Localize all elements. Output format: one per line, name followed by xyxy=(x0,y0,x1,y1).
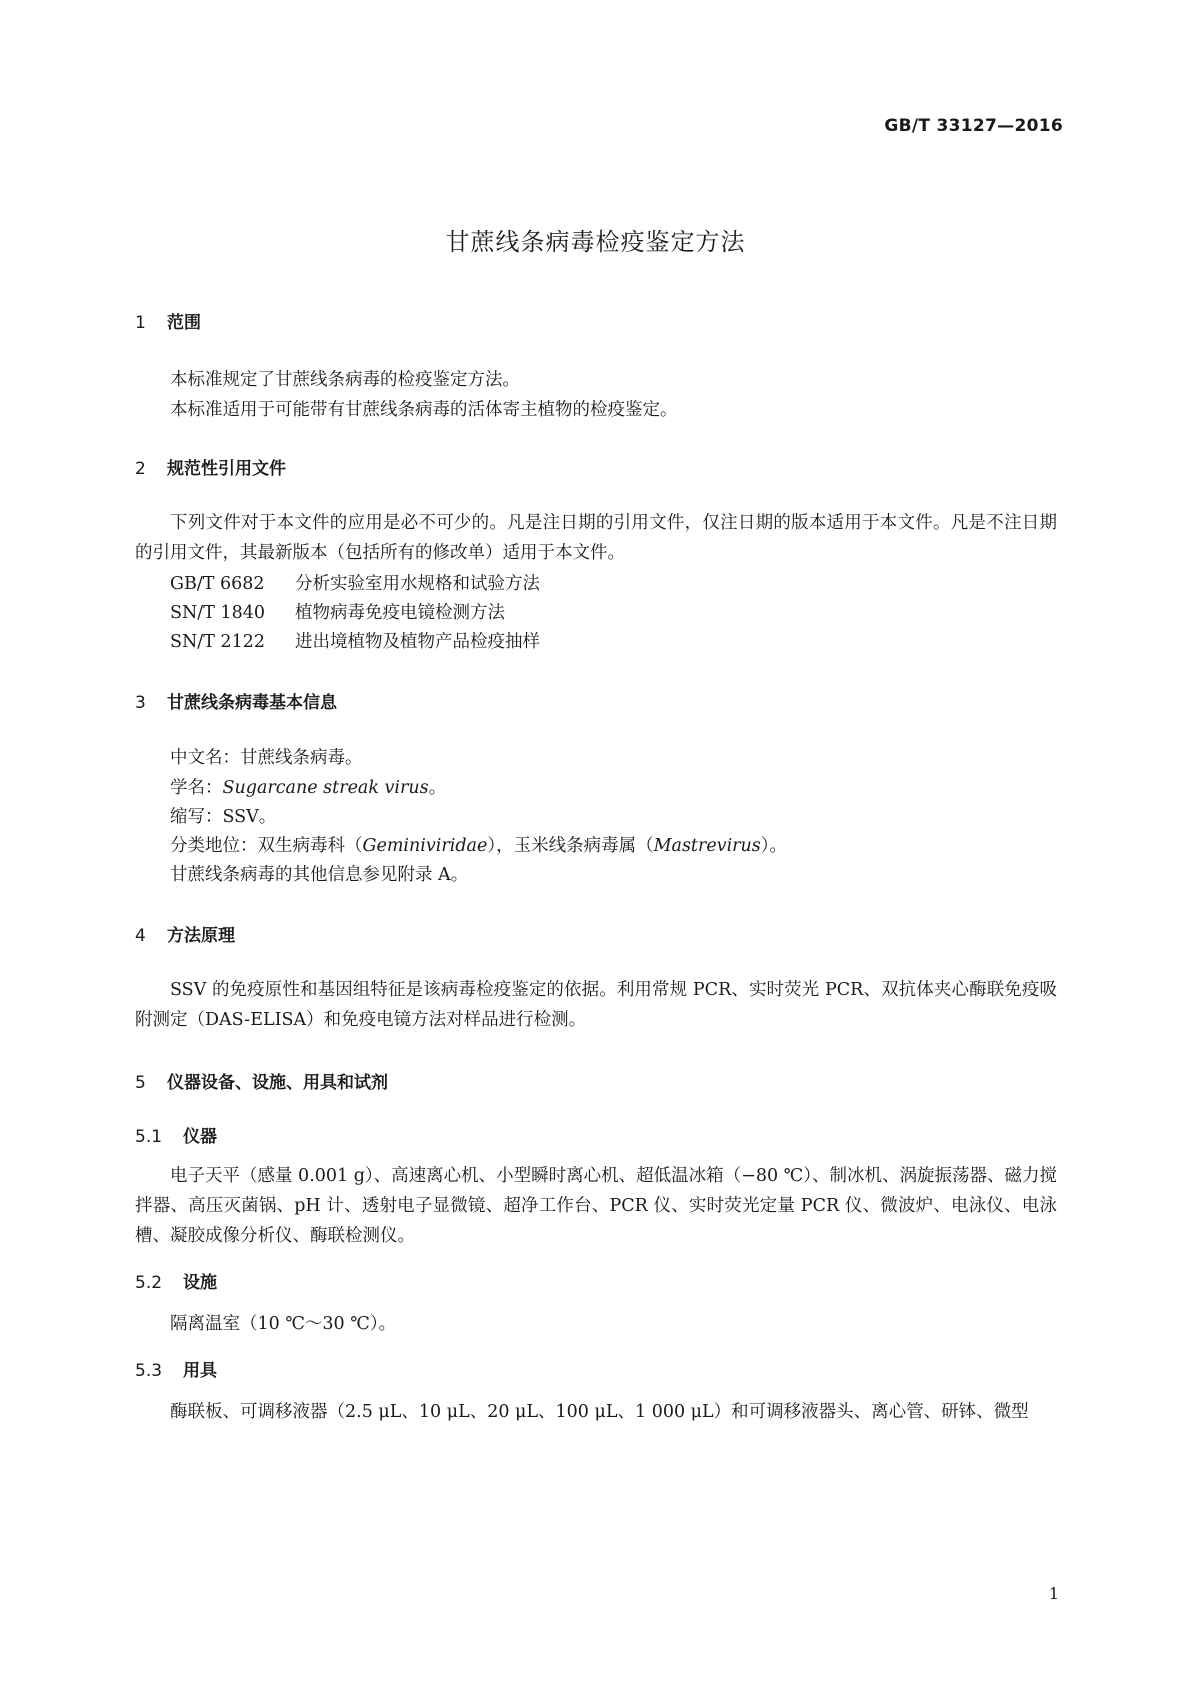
section-number: 2 xyxy=(135,459,146,479)
text-segment: ）。 xyxy=(760,836,788,856)
s5-3-paragraph: 酶联板、可调移液器（2.5 μL、10 μL、20 μL、100 μL、1 000 μL）和可调移液器头、离心管、研钵、微型 xyxy=(170,1402,1029,1422)
field-label: 缩写： xyxy=(170,807,223,827)
section-title: 方法原理 xyxy=(167,926,235,946)
s5-2-paragraph: 隔离温室（10 ℃～30 ℃）。 xyxy=(170,1314,397,1334)
reference-code: SN/T 2122 xyxy=(170,632,265,652)
reference-code: GB/T 6682 xyxy=(170,574,265,594)
field-label: 中文名： xyxy=(170,748,240,768)
section-2-heading xyxy=(135,454,286,479)
section-title: 甘蔗线条病毒基本信息 xyxy=(167,693,337,713)
punctuation: 。 xyxy=(428,778,447,798)
section-title: 仪器设备、设施、用具和试剂 xyxy=(167,1073,388,1093)
page-number: 1 xyxy=(1048,1584,1059,1603)
section-3-heading xyxy=(135,688,337,713)
reference-item xyxy=(170,628,540,653)
field-label: 学名： xyxy=(170,778,223,798)
section-title: 规范性引用文件 xyxy=(167,459,286,479)
scientific-name-line xyxy=(170,774,446,799)
reference-item xyxy=(170,599,505,624)
family-name: Geminiviridae xyxy=(362,836,488,856)
text-segment: ），玉米线条病毒属（ xyxy=(487,836,654,856)
document-title: 甘蔗线条病毒检疫鉴定方法 xyxy=(445,228,746,256)
section-1-heading xyxy=(135,308,201,333)
section-number: 4 xyxy=(135,926,146,946)
section-5-2-heading xyxy=(135,1268,217,1293)
section-title: 范围 xyxy=(167,313,201,333)
field-value: SSV。 xyxy=(222,807,277,827)
section-5-heading xyxy=(135,1068,388,1093)
reference-item xyxy=(170,570,540,595)
s1-paragraph-2: 本标准适用于可能带有甘蔗线条病毒的活体寄主植物的检疫鉴定。 xyxy=(170,400,678,420)
s5-1-paragraph: 电子天平（感量 0.001 g）、高速离心机、小型瞬时离心机、超低温冰箱（−80 ℃）、制冰机、涡旋振荡器、磁力搅拌器、高压灭菌锅、pH 计、透射电子显微镜、超净工作台、PCR 仪、实时荧光定量 PCR 仪、微波炉、电泳仪、电泳槽、凝胶成像分析仪、酶联检测仪。 xyxy=(135,1166,1057,1246)
section-title: 设施 xyxy=(183,1273,217,1293)
reference-title: 进出境植物及植物产品检疫抽样 xyxy=(295,632,540,652)
section-number: 5.2 xyxy=(135,1273,163,1293)
s2-paragraph-1: 下列文件对于本文件的应用是必不可少的。凡是注日期的引用文件，仅注日期的版本适用于本文件。凡是不注日期的引用文件，其最新版本（包括所有的修改单）适用于本文件。 xyxy=(135,513,1057,563)
section-title: 用具 xyxy=(183,1361,217,1381)
s4-paragraph-1: SSV 的免疫原性和基因组特征是该病毒检疫鉴定的依据。利用常规 PCR、实时荧光 PCR、双抗体夹心酶联免疫吸附测定（DAS-ELISA）和免疫电镜方法对样品进行检测。 xyxy=(135,980,1057,1030)
standard-code: GB/T 33127—2016 xyxy=(884,116,1063,136)
taxonomy-line xyxy=(170,832,787,857)
text-segment: 双生病毒科（ xyxy=(257,836,363,856)
scientific-name: Sugarcane streak virus xyxy=(222,778,429,798)
reference-title: 分析实验室用水规格和试验方法 xyxy=(295,574,540,594)
field-value: 甘蔗线条病毒。 xyxy=(240,748,363,768)
chinese-name-line xyxy=(170,744,363,769)
section-number: 5.3 xyxy=(135,1361,163,1381)
section-title: 仪器 xyxy=(183,1127,217,1147)
abbreviation-line xyxy=(170,803,276,828)
other-info-line: 甘蔗线条病毒的其他信息参见附录 A。 xyxy=(170,865,469,885)
section-5-3-heading xyxy=(135,1356,217,1381)
section-5-1-heading xyxy=(135,1122,217,1147)
section-number: 5 xyxy=(135,1073,146,1093)
section-number: 5.1 xyxy=(135,1127,163,1147)
section-number: 3 xyxy=(135,693,146,713)
field-label: 分类地位： xyxy=(170,836,258,856)
section-4-heading xyxy=(135,921,235,946)
genus-name: Mastrevirus xyxy=(653,836,761,856)
section-number: 1 xyxy=(135,313,146,333)
reference-title: 植物病毒免疫电镜检测方法 xyxy=(295,603,505,623)
reference-code: SN/T 1840 xyxy=(170,603,265,623)
s1-paragraph-1: 本标准规定了甘蔗线条病毒的检疫鉴定方法。 xyxy=(170,370,520,390)
